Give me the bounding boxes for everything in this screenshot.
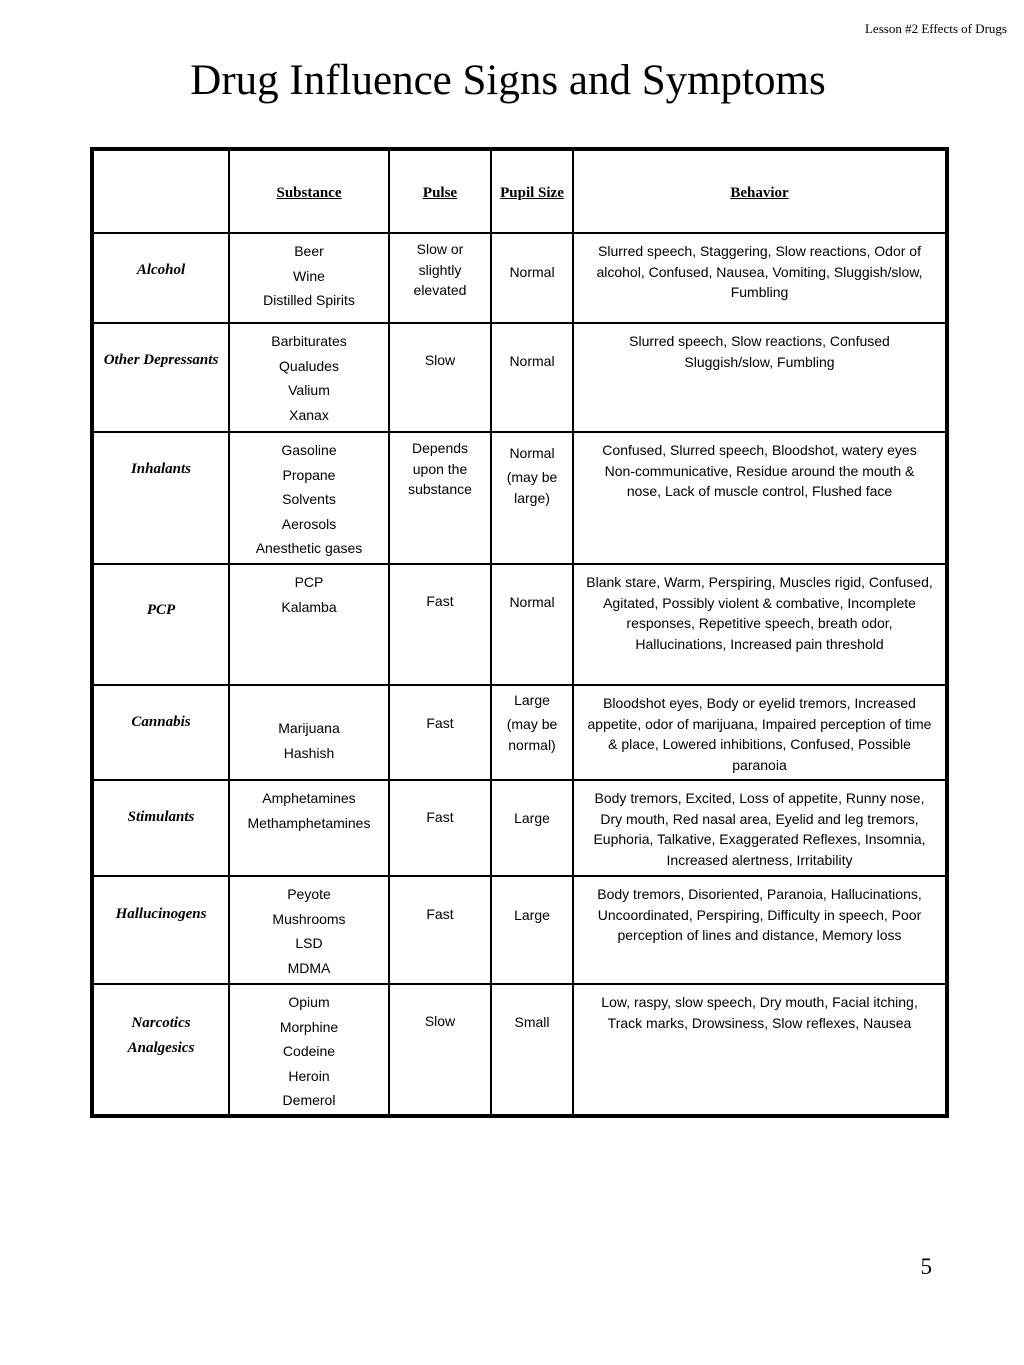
behavior-text: Body tremors, Disoriented, Paranoia, Hallucinations, Uncoordinated, Perspiring, Difficulty in speech, Poor perception of lines and distance, Memory loss [597,886,922,943]
pupil-cell [491,233,573,323]
substance-item: Gasoline [281,442,337,458]
pupil-cell [491,323,573,432]
pulse-value: Slow [424,352,456,368]
table-row [92,432,947,564]
behavior-cell [573,323,947,432]
substance-item: Hashish [283,744,335,761]
behavior-cell [573,685,947,780]
table-row [92,233,947,323]
category-cell [92,984,229,1116]
substance-item: Mushrooms [272,910,346,927]
substance-item: Peyote [287,886,331,902]
pulse-cell [389,323,491,432]
pupil-note: (may be normal) [506,716,558,753]
pupil-cell [491,432,573,564]
substance-item: Amphetamines [262,790,356,806]
header-note: Lesson #2 Effects of Drugs [864,21,1007,36]
substance-item: LSD [295,935,323,951]
behavior-cell [573,564,947,685]
behavior-text: Slurred speech, Slow reactions, Confused Sluggish/slow, Fumbling [629,333,890,370]
pulse-cell [389,432,491,564]
pupil-cell [491,876,573,984]
category-cell [92,780,229,876]
pupil-cell [491,984,573,1116]
table-body [92,233,947,1116]
table-row [92,685,947,780]
behavior-cell [573,984,947,1116]
drug-signs-table [90,147,949,1118]
header-substance: Substance [229,149,389,233]
behavior-text: Confused, Slurred speech, Bloodshot, watery eyes Non-communicative, Residue around the mouth & nose, Lack of muscle control, Flushed face [602,442,917,499]
header-pulse: Pulse [389,149,491,233]
pulse-value: Fast [426,715,454,731]
substance-item: MDMA [287,959,331,976]
substance-cell [229,780,389,876]
pupil-cell [491,780,573,876]
header-category [92,149,229,233]
pupil-value: Large [514,692,550,708]
pulse-cell [389,564,491,685]
substance-cell [229,233,389,323]
header-pupil-size: Pupil Size [491,149,573,233]
header-behavior: Behavior [573,149,947,233]
substance-cell [229,876,389,984]
behavior-cell [573,233,947,323]
pupil-value: Small [514,1014,550,1030]
pulse-value: Fast [426,593,454,609]
category-cell [92,323,229,432]
pupil-value: Large [514,907,550,923]
category-label: Inhalants [130,461,192,477]
table-row [92,564,947,685]
pulse-value: Fast [426,906,454,922]
category-cell [92,564,229,685]
category-cell [92,432,229,564]
substance-item: Valium [288,382,330,398]
category-label: Other Depressants [103,352,219,368]
substance-item: Propane [282,466,336,483]
pupil-cell [491,564,573,685]
behavior-text: Bloodshot eyes, Body or eyelid tremors, Increased appetite, odor of marijuana, Impaired perception of time & place, Lowered inhibitions, Confused, Possible paranoia [587,695,932,773]
substance-item: Anesthetic gases [255,540,363,556]
substance-item: Qualudes [279,357,339,374]
behavior-text: Blank stare, Warm, Perspiring, Muscles rigid, Confused, Agitated, Possibly violent & combative, Incomplete responses, Repetitive speech, breath odor, Hallucinations, Increased pain threshold [586,574,933,652]
pupil-note: (may be large) [506,469,558,506]
pulse-value: Slow [424,1013,456,1029]
table-row [92,876,947,984]
behavior-text: Body tremors, Excited, Loss of appetite, Runny nose, Dry mouth, Red nasal area, Eyelid and leg tremors, Euphoria, Talkative, Exaggerated Reflexes, Insomnia, Increased alertness, Irritability [593,790,926,868]
substance-item: Beer [294,243,324,259]
substance-item: Demerol [282,1092,336,1108]
category-cell [92,876,229,984]
category-cell [92,685,229,780]
substance-item: Marijuana [278,720,340,736]
table-row [92,323,947,432]
pupil-value: Normal [509,264,555,280]
category-label: Alcohol [136,262,186,278]
substance-item: PCP [294,574,324,590]
substance-item: Codeine [282,1043,336,1059]
table-header-row [92,149,947,233]
pupil-value: Normal [509,353,555,369]
pulse-cell [389,984,491,1116]
pulse-cell [389,233,491,323]
pupil-value: Normal [509,594,555,610]
substance-item: Heroin [288,1067,330,1084]
category-label: Cannabis [131,714,191,730]
substance-item: Solvents [282,491,336,507]
substance-item: Aerosols [281,515,337,532]
substance-item: Barbiturates [271,333,347,349]
category-label: Hallucinogens [115,906,207,922]
table-row [92,780,947,876]
pulse-value: Depends upon the substance [408,440,472,497]
substance-item: Morphine [279,1018,339,1035]
pulse-cell [389,685,491,780]
pulse-value: Slow or slightly elevated [413,241,467,298]
behavior-cell [573,432,947,564]
pupil-cell [491,685,573,780]
substance-cell [229,432,389,564]
substance-item: Methamphetamines [247,814,371,831]
category-cell [92,233,229,323]
page-title: Drug Influence Signs and Symptoms [190,57,826,104]
table-row [92,984,947,1116]
behavior-text: Low, raspy, slow speech, Dry mouth, Facial itching, Track marks, Drowsiness, Slow reflexes, Nausea [601,994,918,1031]
substance-cell [229,564,389,685]
substance-cell [229,685,389,780]
pupil-value: Normal [509,445,555,461]
substance-item: Opium [288,994,330,1010]
behavior-text: Slurred speech, Staggering, Slow reactions, Odor of alcohol, Confused, Nausea, Vomiting, Sluggish/slow, Fumbling [596,243,923,300]
substance-item: Xanax [289,406,329,423]
pulse-value: Fast [426,809,454,825]
pupil-value: Large [514,810,550,826]
behavior-cell [573,876,947,984]
pulse-cell [389,876,491,984]
substance-cell [229,984,389,1116]
substance-item: Wine [293,267,325,284]
substance-item: Kalamba [281,598,337,615]
category-label: Stimulants [127,809,195,825]
substance-item: Distilled Spirits [263,292,355,308]
category-label: PCP [146,602,176,618]
pulse-cell [389,780,491,876]
page-number: 5 [920,1254,932,1279]
behavior-cell [573,780,947,876]
substance-cell [229,323,389,432]
category-label: Narcotics Analgesics [127,1015,195,1056]
